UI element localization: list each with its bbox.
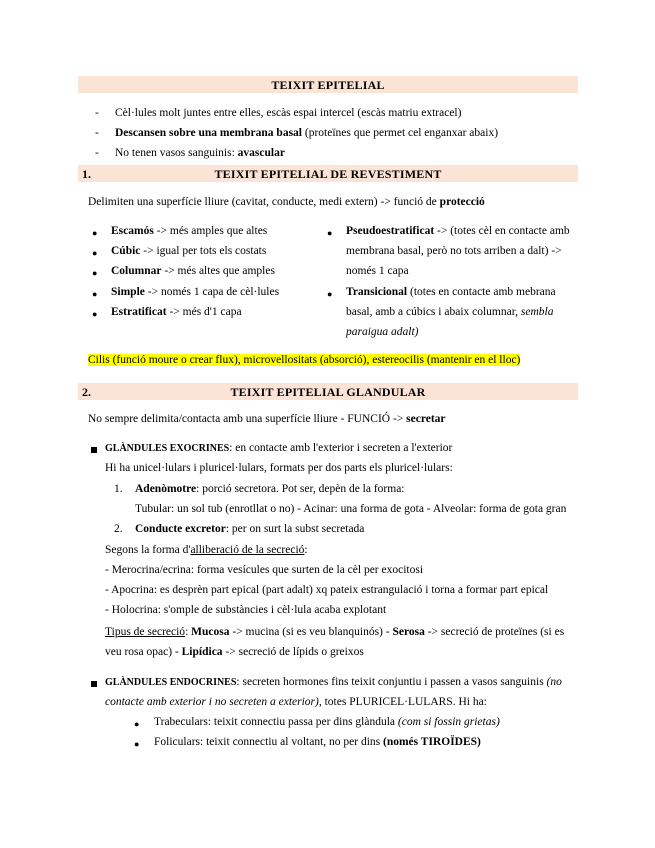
highlighted-note: Cilis (funció moure o crear flux), microvellositats (absorció), estereocilis (mantenir en el lloc) bbox=[88, 354, 521, 366]
endocrines-heading: GLÀNDULES ENDOCRINES: secreten hormones fins teixit conjuntiu i passen a vasos sanguinis (no bbox=[105, 676, 562, 688]
apocrina-line: - Apocrina: es desprèn part epical (part adalt) xq pateix estrangulació i torna a formar part epical bbox=[105, 584, 549, 596]
type-transicional-l2: basal, amb a cúbics i abaix columnar, sembla bbox=[346, 306, 554, 318]
dash-marker: - bbox=[95, 107, 99, 119]
section-1-number: 1. bbox=[82, 167, 91, 181]
type-columnar: Columnar -> més altes que amples bbox=[111, 265, 275, 277]
type-pseudoestratificat-l3: només 1 capa bbox=[346, 265, 409, 277]
bullet-dot: ● bbox=[134, 719, 140, 729]
list-number-2: 2. bbox=[114, 523, 123, 535]
bullet-dot: ● bbox=[92, 309, 98, 319]
alliberacio-line: Segons la forma d'alliberació de la secreció: bbox=[105, 544, 308, 556]
type-transicional-l1: Transicional (totes en contacte amb mebrana bbox=[346, 286, 556, 298]
bullet-dot: ● bbox=[134, 739, 140, 749]
section-2-title: TEIXIT EPITELIAL GLANDULAR bbox=[230, 385, 426, 399]
type-pseudoestratificat-l1: Pseudoestratificat -> (totes cèl en contacte amb bbox=[346, 225, 570, 237]
dash-marker: - bbox=[95, 147, 99, 159]
tipus-secrecio-line-1: Tipus de secreció: Mucosa -> mucina (si es veu blanquinós) - Serosa -> secreció de proteïnes (si es bbox=[105, 626, 565, 638]
bullet-dot: ● bbox=[92, 268, 98, 278]
tipus-secrecio-line-2: veu rosa opac) - Lipídica -> secreció de lípids o greixos bbox=[105, 646, 364, 658]
type-estratificat: Estratificat -> més d'1 capa bbox=[111, 306, 242, 318]
bullet-dot: ● bbox=[327, 228, 333, 238]
list-number-1: 1. bbox=[114, 483, 123, 495]
folicular-item: Foliculars: teixit connectiu al voltant, no per dins (només TIROÏDES) bbox=[154, 736, 481, 748]
holocrina-line: - Holocrina: s'omple de substàncies i cèl·lula acaba explotant bbox=[105, 604, 387, 616]
page-title: TEIXIT EPITELIAL bbox=[271, 78, 385, 92]
type-transicional-l3: paraigua adalt) bbox=[346, 326, 419, 338]
adenomotre-item: Adenòmotre: porció secretora. Pot ser, depèn de la forma: bbox=[135, 483, 405, 495]
s2-definition: No sempre delimita/contacta amb una superfície lliure - FUNCIÓ -> secretar bbox=[88, 413, 446, 425]
section-1-title: TEIXIT EPITELIAL DE REVESTIMENT bbox=[214, 167, 442, 181]
intro-line-2: Descansen sobre una membrana basal (proteïnes que permet cel enganxar abaix) bbox=[115, 127, 499, 139]
trabecular-item: Trabeculars: teixit connectiu passa per dins glàndula (com si fossin grietas) bbox=[154, 716, 500, 728]
square-bullet bbox=[91, 447, 97, 453]
intro-line-1: Cèl·lules molt juntes entre elles, escàs espai intercel (escàs matriu extracel) bbox=[115, 107, 462, 119]
bullet-dot: ● bbox=[327, 289, 333, 299]
exocrines-heading: GLÀNDULES EXOCRINES: en contacte amb l'exterior i secreten a l'exterior bbox=[105, 442, 453, 454]
endocrines-line-2: contacte amb exterior i no secreten a exterior), totes PLURICEL·LULARS. Hi ha: bbox=[105, 696, 487, 708]
dash-marker: - bbox=[95, 127, 99, 139]
intro-line-3: No tenen vasos sanguinis: avascular bbox=[115, 147, 285, 159]
type-simple: Simple -> només 1 capa de cèl·lules bbox=[111, 286, 280, 298]
bullet-dot: ● bbox=[92, 248, 98, 258]
exocrines-line-2: Hi ha unicel·lulars i pluricel·lulars, formats per dos parts els pluricel·lulars: bbox=[105, 462, 453, 474]
bullet-dot: ● bbox=[92, 289, 98, 299]
type-escamos: Escamós -> més amples que altes bbox=[111, 225, 268, 237]
s1-definition: Delimiten una superfície lliure (cavitat, conducte, medi extern) -> funció de protecció bbox=[88, 196, 485, 208]
conducte-item: Conducte excretor: per on surt la subst secretada bbox=[135, 523, 365, 535]
type-cubic: Cúbic -> igual per tots els costats bbox=[111, 245, 267, 257]
square-bullet bbox=[91, 681, 97, 687]
type-pseudoestratificat-l2: membrana basal, però no tots arriben a dalt) -> bbox=[346, 245, 562, 257]
section-2-number: 2. bbox=[82, 385, 91, 399]
adenomotre-forms: Tubular: un sol tub (enrotllat o no) - Acinar: una forma de gota - Alveolar: forma de gota gran bbox=[135, 503, 567, 515]
bullet-dot: ● bbox=[92, 228, 98, 238]
merocrina-line: - Merocrina/ecrina: forma vesícules que surten de la cèl per exocitosi bbox=[105, 564, 424, 576]
